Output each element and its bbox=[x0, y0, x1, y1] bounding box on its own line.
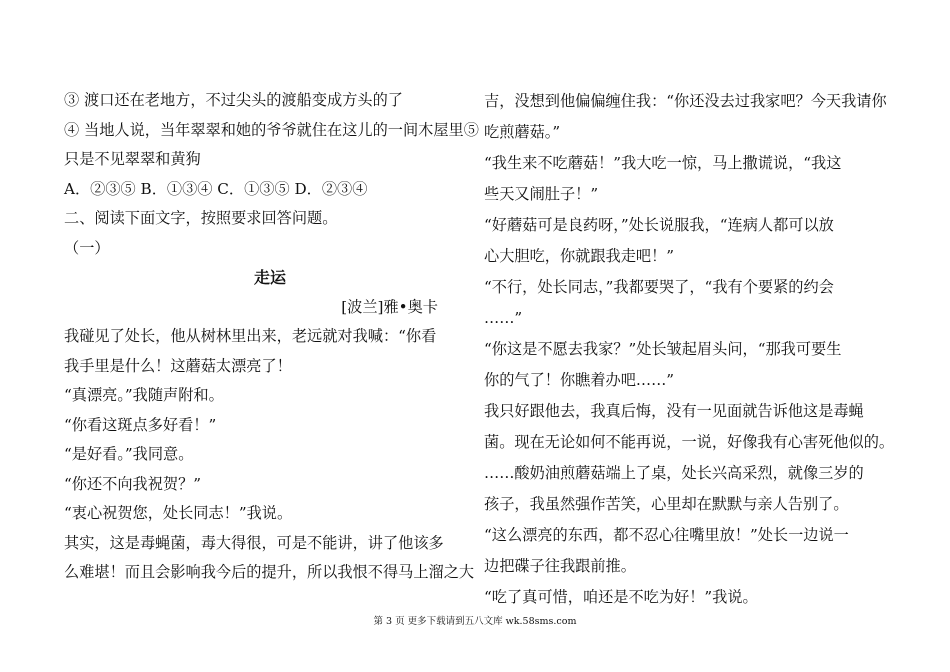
text-line: “这么漂亮的东西，都不忍心往嘴里放！”处长一边说一 bbox=[484, 526, 849, 544]
text-line: “我生来不吃蘑菇！”我大吃一惊，马上撒谎说，“我这 bbox=[484, 154, 842, 172]
answer-choices: A．②③⑤ B．①③④ C．①③⑤ D．②③④ bbox=[64, 179, 368, 198]
text-line: 吃煎蘑菇。” bbox=[484, 123, 561, 141]
option-line-4: ④ 当地人说，当年翠翠和她的爷爷就住在这儿的一间木屋里⑤ bbox=[64, 120, 479, 139]
story-author: [波兰]雅•奥卡 bbox=[341, 297, 438, 316]
text-line: “不行，处长同志，”我都要哭了，“我有个要紧的约会 bbox=[484, 278, 834, 296]
subsection-label: （一） bbox=[64, 238, 110, 257]
text-line: “好蘑菇可是良药呀，”处长说服我，“连病人都可以放 bbox=[484, 216, 834, 234]
text-line: ……酸奶油煎蘑菇端上了桌，处长兴高采烈，就像三岁的 bbox=[484, 464, 864, 482]
text-line: “你还不向我祝贺？” bbox=[64, 474, 202, 493]
text-line: “衷心祝贺您，处长同志！”我说。 bbox=[64, 504, 293, 522]
text-line: 其实，这是毒蝇菌，毒大得很，可是不能讲，讲了他该多 bbox=[64, 533, 444, 552]
text-line: 么难堪！而且会影响我今后的提升，所以我恨不得马上溜之大 bbox=[64, 563, 475, 581]
page-footer: 第 3 页 更多下载请到五八文库 wk.58sms.com bbox=[373, 616, 577, 627]
text-line: “你这是不愿去我家？”处长皱起眉头问，“那我可要生 bbox=[484, 340, 842, 358]
text-line: 菌。现在无论如何不能再说，一说，好像我有心害死他似的。 bbox=[484, 433, 895, 451]
text-line: 我碰见了处长，他从树林里出来，老远就对我喊：“你看 bbox=[64, 327, 437, 345]
text-line: ……” bbox=[484, 309, 523, 327]
text-line: 些天又闹肚子！” bbox=[484, 185, 599, 203]
text-line: 你的气了！你瞧着办吧……” bbox=[484, 371, 675, 389]
text-line: 心大胆吃，你就跟我走吧！” bbox=[484, 247, 675, 265]
text-line: “是好看。”我同意。 bbox=[64, 445, 194, 463]
text-line: 我手里是什么！这蘑菇太漂亮了！ bbox=[64, 356, 292, 375]
text-line: 边把碟子往我跟前推。 bbox=[484, 557, 636, 575]
left-column bbox=[64, 86, 479, 588]
option-line-5: 只是不见翠翠和黄狗 bbox=[64, 150, 201, 168]
text-line: “吃了真可惜，咱还是不吃为好！”我说。 bbox=[484, 588, 758, 606]
section-heading: 二、阅读下面文字，按照要求回答问题。 bbox=[64, 209, 338, 227]
right-column bbox=[484, 86, 896, 613]
option-line-3: ③ 渡口还在老地方，不过尖头的渡船变成方头的了 bbox=[64, 91, 403, 109]
story-title: 走运 bbox=[253, 268, 286, 287]
text-line: 我只好跟他去，我真后悔，没有一见面就告诉他这是毒蝇 bbox=[484, 402, 864, 420]
text-line: 吉，没想到他偏偏缠住我：“你还没去过我家吧？今天我请你 bbox=[484, 92, 887, 110]
text-line: “你看这斑点多好看！” bbox=[64, 415, 217, 434]
text-line: 孩子，我虽然强作苦笑，心里却在默默与亲人告别了。 bbox=[484, 495, 849, 513]
text-line: “真漂亮。”我随声附和。 bbox=[64, 386, 224, 404]
